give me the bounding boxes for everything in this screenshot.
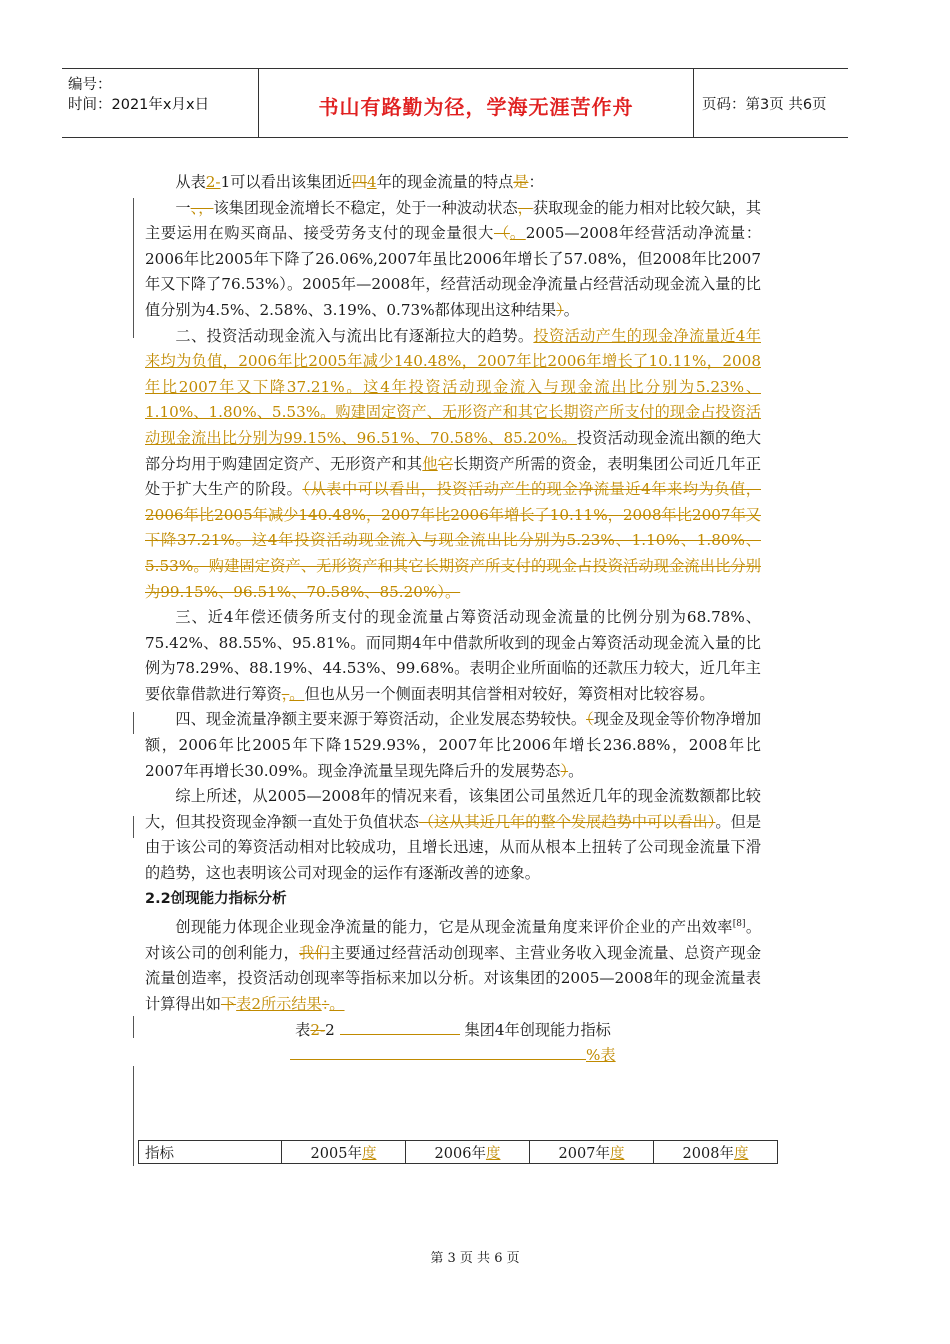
header-cell-2008: 2008年度 — [654, 1141, 778, 1164]
table-unit: %表 — [145, 1043, 761, 1069]
paragraph-3: 二、投资活动现金流入与流出比有逐渐拉大的趋势。投资活动产生的现金净流量近4年来均为负值，2006年比2005年减少140.48%，2007年比2006年增长了10.11%，2008年比2007年又下降37.21%。这4年投资活动现金流入与现金流出比分别为5.23%、1.10%、1.80%、5.53%。购建固定资产、无形资产和其它长期资产所支付的现金占投资活动现金流出比分别为99.15%、96.51%、70.58%、85.20%。投资活动现金流出额的绝大部分均用于购建固定资产、无形资产和其他它长期资产所需的资金，表明集团公司近几年正处于扩大生产的阶段。（从表中可以看出，投资活动产生的现金净流量近4年来均为负值，2006年比2005年减少140.48%，2007年比2006年增长了10.11%，2008年比2007年又下降37.21%。这4年投资活动现金流入与现金流出比分别为5.23%、1.10%、1.80%、5.53%。购建固定资产、无形资产和其它长期资产所支付的现金占投资活动现金流出比分别为99.15%、96.51%、70.58%、85.20%）。 — [145, 326, 762, 601]
change-bar — [133, 1016, 134, 1038]
page-header — [62, 68, 848, 138]
paragraph-2: 一、，该集团现金流增长不稳定，处于一种波动状态，获取现金的能力相对比较欠缺，其主要运用在购买商品、接受劳务支付的现金量很大（。2005—2008年经营活动净流量：2006年比2005年下降了26.06%,2007年虽比2006年增长了57.08%，但2008年比2007年又下降了76.53%）。2005年—2008年，经营活动现金净流量占经营活动现金流入量的比值分别为4.5%、2.58%、3.19%、0.73%都体现出这种结果）。 — [145, 198, 762, 319]
change-bar — [133, 816, 134, 838]
header-motto: 书山有路勤为径，学海无涯苦作舟 — [318, 95, 634, 119]
header-cell-2005: 2005年度 — [282, 1141, 406, 1164]
section-heading: 2.2创现能力指标分析 — [145, 890, 287, 907]
header-cell-2007: 2007年度 — [530, 1141, 654, 1164]
header-motto-cell — [258, 69, 694, 137]
paragraph-7: 创现能力体现企业现金净流量的能力，它是从现金流量角度来评价企业的产出效率[8]。对该公司的创利能力，我们主要通过经营活动创现率、主营业务收入现金流量、总资产现金流量创造率，投资活动创现率等指标来加以分析。对该集团的2005—2008年的现金流量表计算得出如下表2所示结果：。 — [145, 918, 762, 1014]
table-caption: 表2-2 集团4年创现能力指标 — [295, 1020, 611, 1039]
header-cell-indicator: 指标 — [139, 1141, 282, 1164]
header-cell-2006: 2006年度 — [406, 1141, 530, 1164]
paragraph-5: 四、现金流量净额主要来源于筹资活动，企业发展态势较快。（现金及现金等价物净增加额，2006年比2005年下降1529.93%，2007年比2006年增长236.88%，2008年比2007年再增长30.09%。现金净流量呈现先降后升的发展势态）。 — [145, 710, 762, 780]
paragraph-1: 从表2-1可以看出该集团近四4年的现金流量的特点是： — [175, 173, 544, 191]
document-body — [145, 170, 761, 1069]
paragraph-4: 三、近4年偿还债务所支付的现金流量占筹资活动现金流量的比例分别为68.78%、75.42%、88.55%、95.81%。而同期4年中借款所收到的现金占筹资活动现金流入量的比例为78.29%、88.19%、44.53%、99.68%。表明企业所面临的还款压力较大，近几年主要依靠借款进行筹资，。但也从另一个侧面表明其信誉相对较好，筹资相对比较容易。 — [145, 608, 761, 703]
table-header-row — [139, 1141, 778, 1164]
change-bar — [133, 198, 134, 338]
doc-number-label: 编号： — [68, 77, 112, 93]
header-page-cell — [692, 69, 848, 137]
page-footer: 第 3 页 共 6 页 — [430, 1251, 520, 1266]
change-bar — [133, 1066, 134, 1166]
header-meta — [62, 69, 258, 137]
paragraph-6: 综上所述，从2005—2008年的情况来看，该集团公司虽然近几年的现金流数额都比较大，但其投资现金净额一直处于负值状态（这从其近几年的整个发展趋势中可以看出）。但是由于该公司的筹资活动相对比较成功，且增长迅速，从而从根本上扭转了公司现金流量下滑的趋势，这也表明该公司对现金的运作有逐渐改善的迹象。 — [145, 787, 762, 883]
indicator-table — [138, 1140, 778, 1164]
doc-time-label: 时间：2021年x月x日 — [68, 97, 210, 113]
change-bar — [133, 712, 134, 734]
header-page-info: 页码：第3页 共6页 — [702, 97, 827, 113]
